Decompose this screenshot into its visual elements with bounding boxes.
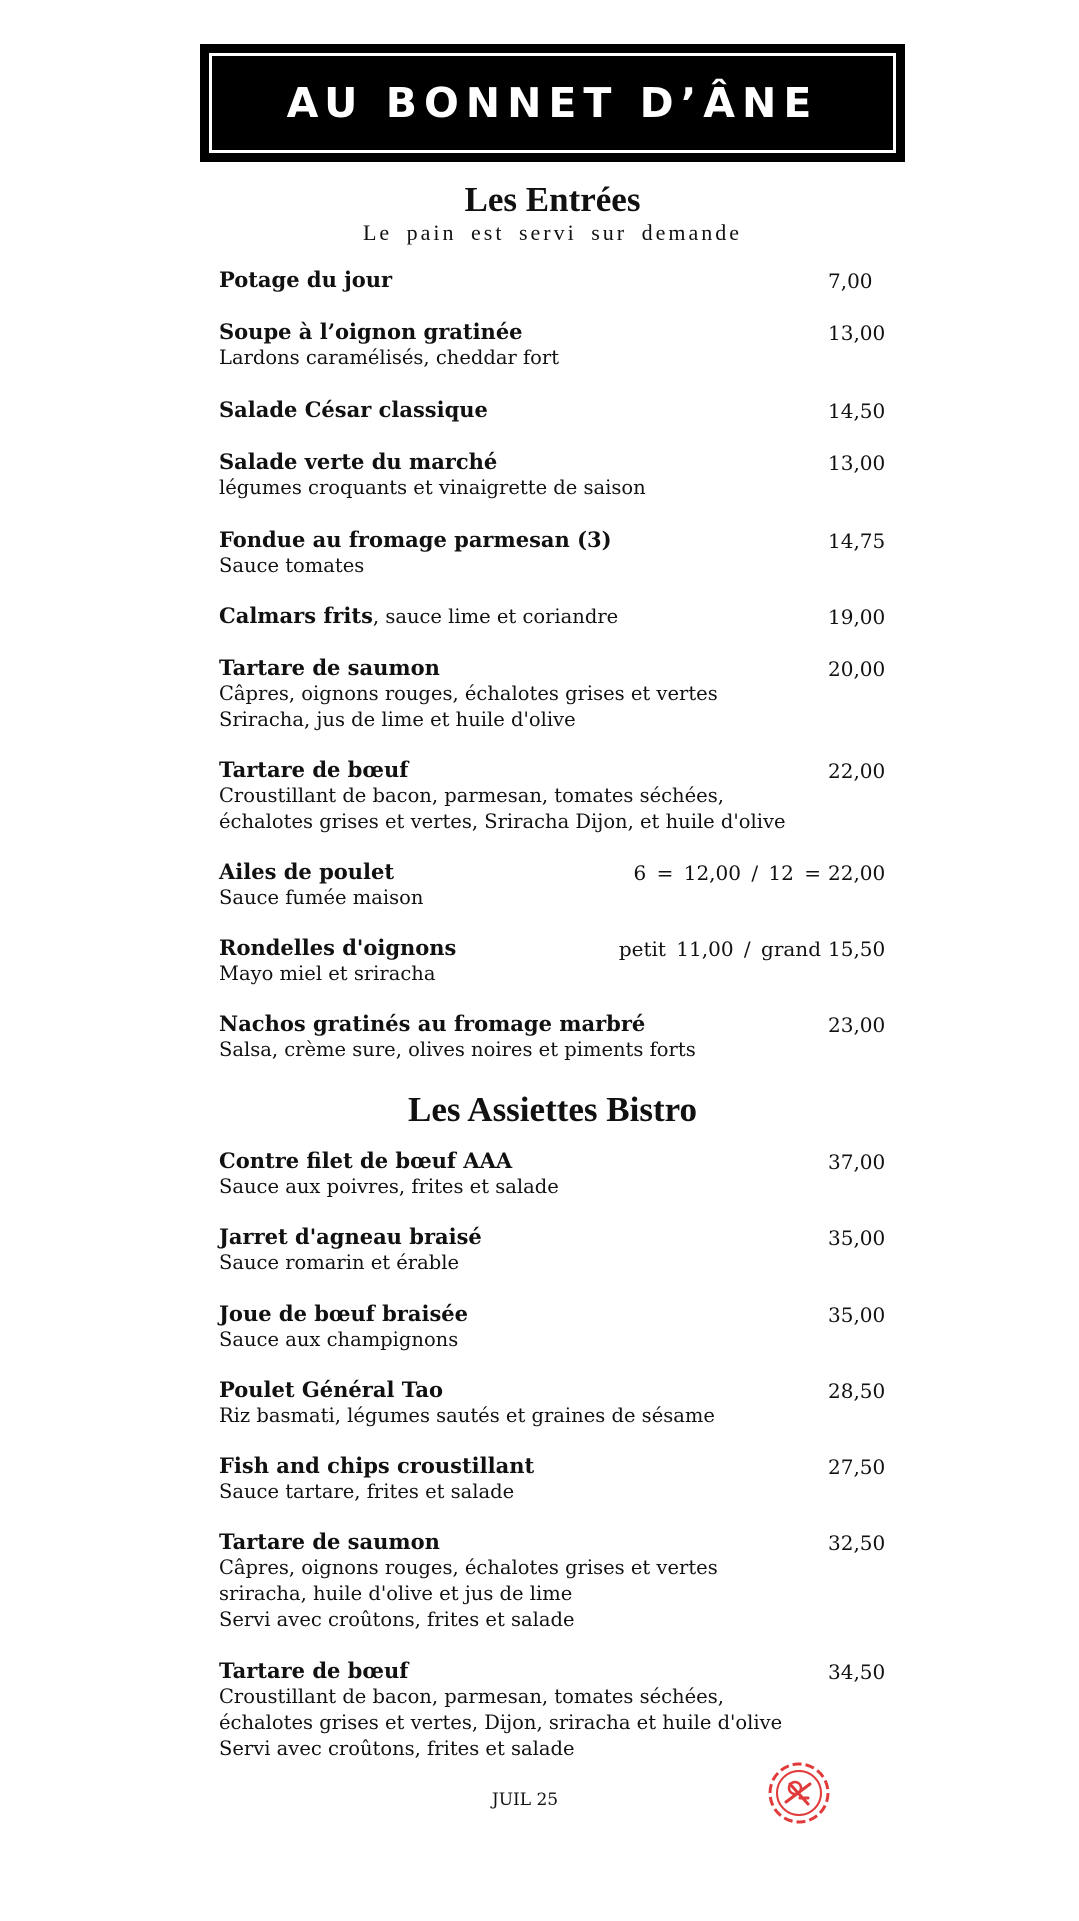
banner-frame: [209, 53, 896, 153]
menu-item-name: Joue de bœuf braisée: [219, 1301, 468, 1326]
menu-item-name: Ailes de poulet: [219, 859, 395, 884]
menu-item-name: Tartare de bœuf: [219, 1658, 409, 1683]
menu-item-name: Rondelles d'oignons: [219, 935, 457, 960]
menu-item: [219, 449, 891, 501]
menu-item-header: [219, 397, 891, 423]
menu-item-header: [219, 267, 891, 293]
menu-item-price: 13,00: [828, 451, 886, 475]
menu-item-price: 13,00: [828, 321, 886, 345]
menu-item: [219, 527, 891, 579]
menu-item-description: échalotes grises et vertes, Dijon, sriracha et huile d'olive: [219, 1711, 783, 1734]
menu-item: [219, 1658, 891, 1762]
menu-item-price: 14,75: [828, 529, 886, 553]
menu-item-price: 35,00: [828, 1303, 886, 1327]
menu-item: [219, 935, 891, 987]
menu-item-price: 23,00: [828, 1013, 886, 1037]
menu-item-description: Mayo miel et sriracha: [219, 962, 436, 985]
menu-item-name: Contre filet de bœuf AAA: [219, 1148, 513, 1173]
menu-item: [219, 757, 891, 835]
menu-item-header: [219, 935, 891, 961]
menu-item-description: échalotes grises et vertes, Sriracha Dijon, et huile d'olive: [219, 810, 786, 833]
menu-item-description: Sauce tomates: [219, 554, 365, 577]
menu-item-header: [219, 1453, 891, 1479]
menu-item-name: Potage du jour: [219, 267, 393, 292]
menu-item-header: [219, 1301, 891, 1327]
menu-item-header: [219, 449, 891, 475]
menu-item-header: [219, 1658, 891, 1684]
menu-item-description: Salsa, crème sure, olives noires et piments forts: [219, 1038, 696, 1061]
menu-item-header: [219, 319, 891, 345]
menu-item: [219, 655, 891, 733]
menu-item-header: [219, 603, 891, 629]
menu-item-header: [219, 1011, 891, 1037]
menu-item-price: 27,50: [828, 1455, 886, 1479]
menu-item-name: Fish and chips croustillant: [219, 1453, 535, 1478]
menu-item-name: Poulet Général Tao: [219, 1377, 443, 1402]
menu-item-name: Jarret d'agneau braisé: [219, 1224, 482, 1249]
menu-item-description: Sauce aux poivres, frites et salade: [219, 1175, 559, 1198]
menu-item-header: [219, 655, 891, 681]
menu-item-description: Sauce romarin et érable: [219, 1251, 460, 1274]
menu-item-name: Nachos gratinés au fromage marbré: [219, 1011, 646, 1036]
menu-item-description: Croustillant de bacon, parmesan, tomates séchées,: [219, 784, 724, 807]
menu-item-name: Tartare de saumon: [219, 1529, 440, 1554]
menu-item-price: 14,50: [828, 399, 886, 423]
menu-item-name: Tartare de saumon: [219, 655, 440, 680]
menu-item-name: Tartare de bœuf: [219, 757, 409, 782]
menu-item-variant-prices: 6 = 12,00 / 12 =: [633, 861, 821, 885]
menu-item-description: Sauce aux champignons: [219, 1328, 459, 1351]
menu-item-price: 22,00: [828, 759, 886, 783]
menu-item-price: 37,00: [828, 1150, 886, 1174]
menu-item-header: [219, 1529, 891, 1555]
bistro-title: Les Assiettes Bistro: [407, 1090, 698, 1129]
menu-item-header: [219, 1148, 891, 1174]
menu-item-price: 22,00: [828, 861, 886, 885]
menu-item-price: 7,00: [828, 269, 873, 293]
menu-item-price: 34,50: [828, 1660, 886, 1684]
menu-item: [219, 1453, 891, 1505]
menu-item-description: Servi avec croûtons, frites et salade: [219, 1608, 575, 1631]
menu-item-name: Fondue au fromage parmesan (3): [219, 527, 612, 552]
menu-item-description: Sriracha, jus de lime et huile d'olive: [219, 708, 576, 731]
menu-item: [219, 319, 891, 371]
menu-item-description: Riz basmati, légumes sautés et graines de sésame: [219, 1404, 715, 1427]
entrees-subtitle: Le pain est servi sur demande: [362, 220, 743, 245]
menu-item-description: Sauce tartare, frites et salade: [219, 1480, 515, 1503]
menu-date: JUIL 25: [491, 1790, 559, 1810]
menu-item: [219, 397, 891, 423]
menu-item: [219, 267, 891, 293]
menu-item-description: sriracha, huile d'olive et jus de lime: [219, 1582, 573, 1605]
menu-item-price: 28,50: [828, 1379, 886, 1403]
menu-item: [219, 1301, 891, 1353]
menu-item-price: 20,00: [828, 657, 886, 681]
menu-item-price: 35,00: [828, 1226, 886, 1250]
restaurant-name: AU BONNET D’ÂNE: [286, 79, 819, 127]
menu-item-price: 32,50: [828, 1531, 886, 1555]
menu-item-header: [219, 757, 891, 783]
menu-item-description: Câpres, oignons rouges, échalotes grises et vertes: [219, 682, 718, 705]
menu-item-description: Câpres, oignons rouges, échalotes grises et vertes: [219, 1556, 718, 1579]
menu-item-variant-prices: petit 11,00 / grand: [618, 937, 821, 961]
menu-item-name-extra: , sauce lime et coriandre: [372, 605, 619, 628]
menu-item: [219, 859, 891, 911]
menu-item: [219, 603, 891, 629]
menu-item-price: 15,50: [828, 937, 886, 961]
menu-item-description: Sauce fumée maison: [219, 886, 424, 909]
restaurant-banner: [200, 44, 905, 162]
menu-item: [219, 1011, 891, 1063]
menu-item-price: 19,00: [828, 605, 886, 629]
menu-item-header: [219, 859, 891, 885]
menu-item: [219, 1224, 891, 1276]
menu-item-name: Salade César classique: [219, 397, 488, 422]
entrees-title: Les Entrées: [464, 180, 641, 219]
menu-item: [219, 1148, 891, 1200]
menu-item-description: Servi avec croûtons, frites et salade: [219, 1737, 575, 1760]
menu-item-header: [219, 1377, 891, 1403]
menu-item-description: Croustillant de bacon, parmesan, tomates séchées,: [219, 1685, 724, 1708]
menu-item-header: [219, 527, 891, 553]
menu-item-description: légumes croquants et vinaigrette de saison: [219, 476, 646, 499]
menu-item-name: Calmars frits: [219, 603, 373, 628]
menu-item-header: [219, 1224, 891, 1250]
menu-item-name: Soupe à l’oignon gratinée: [219, 319, 523, 344]
menu-item: [219, 1529, 891, 1633]
menu-item: [219, 1377, 891, 1429]
menu-item-name: Salade verte du marché: [219, 449, 498, 474]
stamp-logo-icon: [764, 1758, 834, 1828]
menu-item-description: Lardons caramélisés, cheddar fort: [219, 346, 560, 369]
